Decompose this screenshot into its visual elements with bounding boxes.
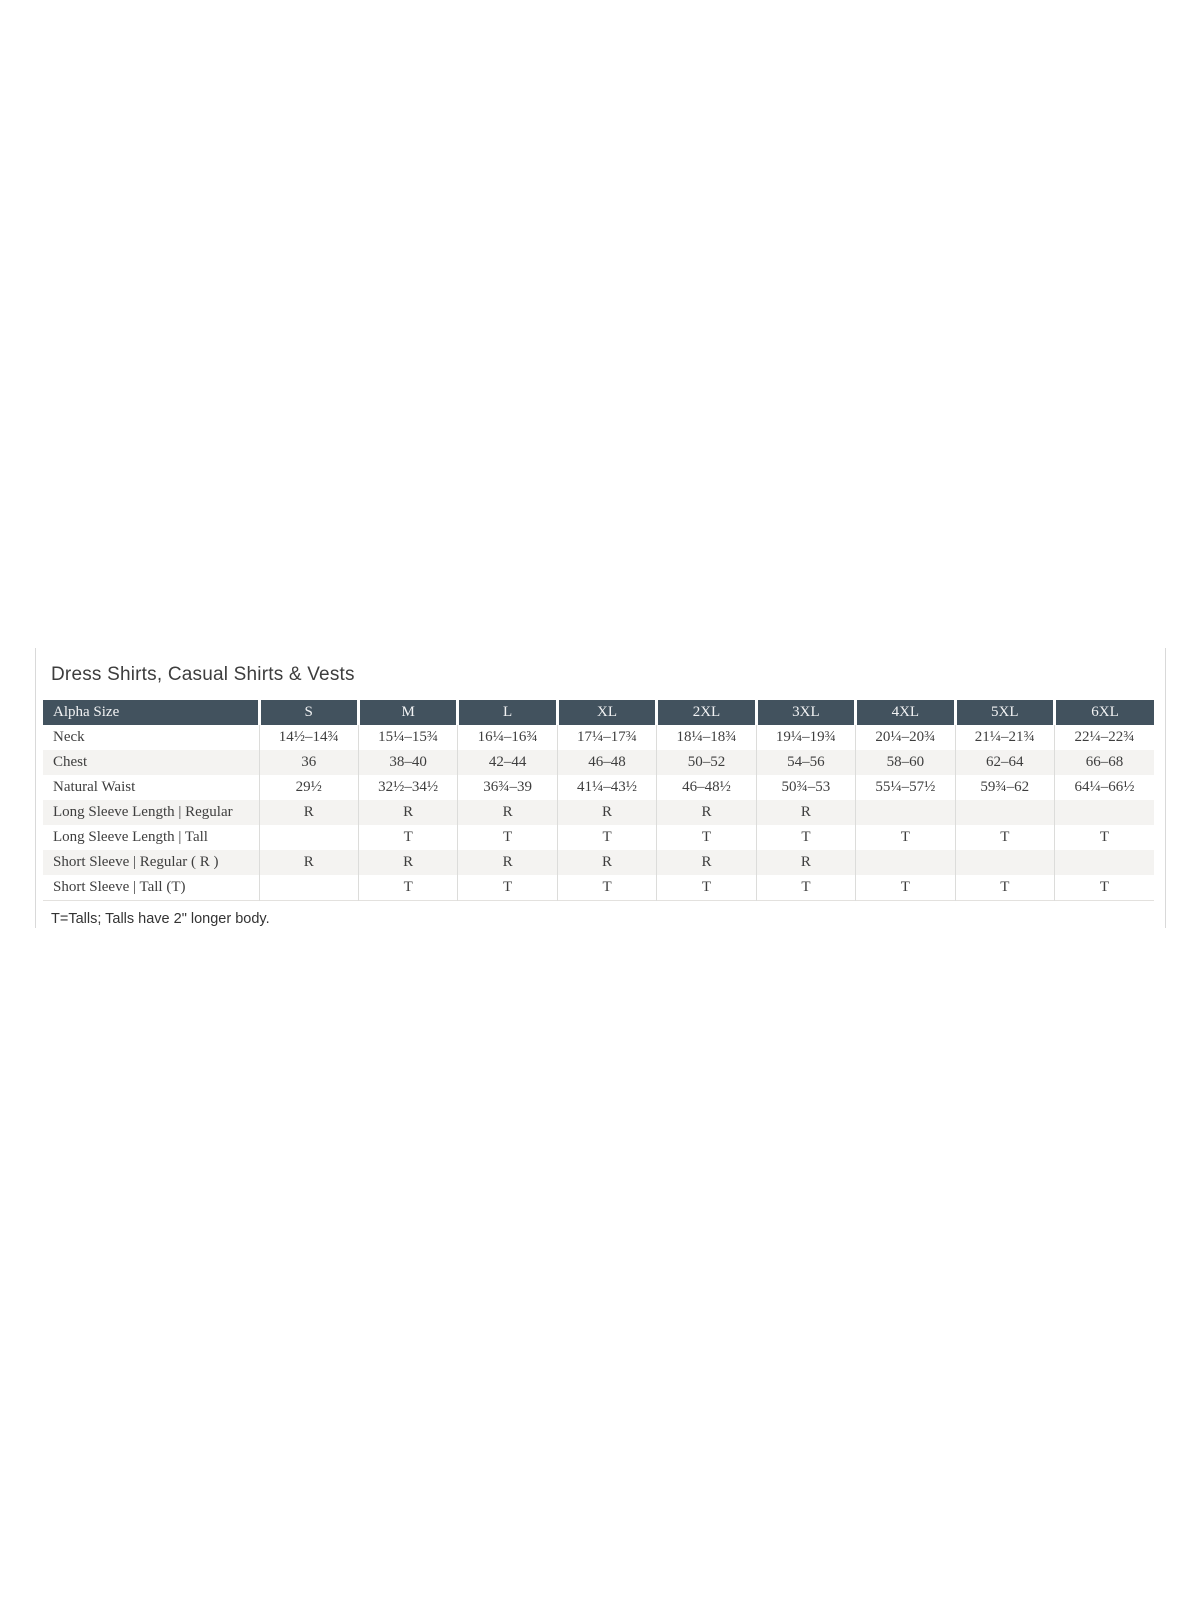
table-row-short-sleeve-tall (43, 875, 1154, 900)
size-cell: 19¼–19¾ (756, 725, 855, 750)
table-row-short-sleeve-regular (43, 850, 1154, 875)
row-label: Chest (43, 750, 259, 775)
size-cell: 62–64 (955, 750, 1054, 775)
size-cell (259, 875, 358, 900)
table-row-neck (43, 725, 1154, 750)
header-row (43, 700, 1154, 725)
column-header-l: L (458, 700, 557, 725)
size-cell (955, 850, 1054, 875)
table-row-chest (43, 750, 1154, 775)
row-label: Short Sleeve | Regular ( R ) (43, 850, 259, 875)
size-cell: 36 (259, 750, 358, 775)
size-cell: 66–68 (1055, 750, 1155, 775)
column-header-xl: XL (557, 700, 656, 725)
size-cell: 50–52 (657, 750, 756, 775)
size-cell: T (458, 875, 557, 900)
size-cell (955, 800, 1054, 825)
size-cell: T (557, 875, 656, 900)
size-cell: T (756, 825, 855, 850)
size-cell (259, 825, 358, 850)
size-cell: 14½–14¾ (259, 725, 358, 750)
table-row-long-sleeve-regular (43, 800, 1154, 825)
row-label: Long Sleeve Length | Regular (43, 800, 259, 825)
size-cell: R (259, 850, 358, 875)
size-cell: T (358, 875, 457, 900)
size-cell: T (856, 825, 955, 850)
size-cell: 38–40 (358, 750, 457, 775)
size-cell: R (657, 800, 756, 825)
column-header-5xl: 5XL (955, 700, 1054, 725)
size-cell: 18¼–18¾ (657, 725, 756, 750)
size-cell: R (657, 850, 756, 875)
column-header-2xl: 2XL (657, 700, 756, 725)
column-header-s: S (259, 700, 358, 725)
row-label: Natural Waist (43, 775, 259, 800)
column-header-3xl: 3XL (756, 700, 855, 725)
size-chart-card (35, 648, 1166, 928)
table-row-long-sleeve-tall (43, 825, 1154, 850)
size-cell: 55¼–57½ (856, 775, 955, 800)
column-header-alpha-size: Alpha Size (43, 700, 259, 725)
size-cell: T (358, 825, 457, 850)
section-title: Dress Shirts, Casual Shirts & Vests (51, 664, 355, 685)
size-cell: 20¼–20¾ (856, 725, 955, 750)
size-cell (1055, 850, 1155, 875)
column-header-4xl: 4XL (856, 700, 955, 725)
size-cell: R (557, 800, 656, 825)
size-cell: R (259, 800, 358, 825)
size-cell: T (557, 825, 656, 850)
size-cell: T (756, 875, 855, 900)
size-cell: 59¾–62 (955, 775, 1054, 800)
row-label: Neck (43, 725, 259, 750)
size-cell: 58–60 (856, 750, 955, 775)
size-cell (856, 800, 955, 825)
footnote: T=Talls; Talls have 2" longer body. (51, 910, 270, 927)
size-cell: 32½–34½ (358, 775, 457, 800)
size-cell: 42–44 (458, 750, 557, 775)
size-cell: 46–48½ (657, 775, 756, 800)
size-cell: 15¼–15¾ (358, 725, 457, 750)
size-cell: 36¾–39 (458, 775, 557, 800)
size-cell: R (756, 850, 855, 875)
size-cell: 17¼–17¾ (557, 725, 656, 750)
size-cell: R (358, 800, 457, 825)
size-cell: T (1055, 875, 1155, 900)
row-label: Short Sleeve | Tall (T) (43, 875, 259, 900)
size-cell: R (358, 850, 457, 875)
size-cell: T (1055, 825, 1155, 850)
size-cell: R (557, 850, 656, 875)
size-cell: 21¼–21¾ (955, 725, 1054, 750)
size-cell: T (657, 825, 756, 850)
size-cell: T (458, 825, 557, 850)
size-cell: R (458, 850, 557, 875)
size-cell: 22¼–22¾ (1055, 725, 1155, 750)
size-cell: 64¼–66½ (1055, 775, 1155, 800)
size-cell: T (955, 875, 1054, 900)
size-cell: T (856, 875, 955, 900)
size-cell: R (756, 800, 855, 825)
size-cell: 54–56 (756, 750, 855, 775)
size-cell: T (955, 825, 1054, 850)
size-cell: 50¾–53 (756, 775, 855, 800)
column-header-m: M (358, 700, 457, 725)
size-cell (1055, 800, 1155, 825)
size-cell: R (458, 800, 557, 825)
size-cell: 29½ (259, 775, 358, 800)
size-chart-table (43, 700, 1154, 901)
size-cell: T (657, 875, 756, 900)
column-header-6xl: 6XL (1055, 700, 1155, 725)
row-label: Long Sleeve Length | Tall (43, 825, 259, 850)
size-cell: 41¼–43½ (557, 775, 656, 800)
size-cell: 16¼–16¾ (458, 725, 557, 750)
table-row-natural-waist (43, 775, 1154, 800)
size-cell (856, 850, 955, 875)
size-cell: 46–48 (557, 750, 656, 775)
